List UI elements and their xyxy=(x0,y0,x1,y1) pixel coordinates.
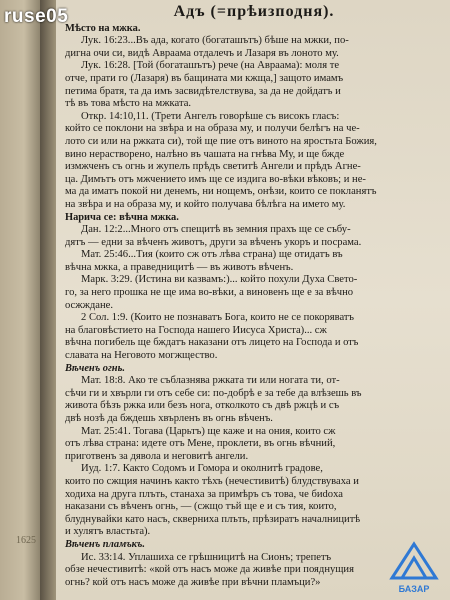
text-line: обзе нечестивитѣ: «кой отъ насъ може да живѣе при пояднущия xyxy=(65,564,354,576)
left-page-edge xyxy=(0,0,40,600)
text-line: вѣчна погибель ще бждатъ наказани отъ лицето на Господа и отъ xyxy=(65,337,359,349)
watermark-text: БАЗАР xyxy=(398,584,430,594)
text-line: Иуд. 1:7. Както Содомъ и Гомора и околнитѣ градове, xyxy=(81,463,323,475)
text-line: живота бѣзъ ржка или безъ нога, отколкото съ двѣ ржцѣ и съ xyxy=(65,400,340,412)
text-body xyxy=(65,23,443,590)
text-line: вѣчна мжка, а праведницитѣ — въ животъ вѣченъ. xyxy=(65,261,294,273)
text-line: Лук. 16:28. [Той (богаташътъ) рече (на Авраама): моля те xyxy=(81,60,340,72)
text-line: Марк. 3:29. (Истина ви казвамъ:)... който похули Духа Свето- xyxy=(81,274,358,286)
text-line: дигна очи си, видѣ Авраама отдалечъ и Лазаря въ лоното му. xyxy=(65,47,339,59)
text-line: го, за него прошка не ще има во-вѣки, а виновенъ ще е за вѣчно xyxy=(65,287,354,299)
text-line: Лук. 16:23...Въ ада, когато (богаташътъ) бѣше на мжки, по- xyxy=(81,35,349,47)
watermark-logo xyxy=(384,538,444,594)
text-line: тѣ въ това мѣсто на мжката. xyxy=(65,98,192,110)
section-heading: Вѣченъ огнь. xyxy=(65,362,125,374)
section-heading: Вѣченъ пламъкъ. xyxy=(65,538,146,550)
bazaar-logo-icon xyxy=(384,538,444,582)
text-line: славата на Неговото могжщество. xyxy=(65,350,218,362)
text-line: Дан. 12:2...Много отъ спещитѣ въ земния прахъ ще се събу- xyxy=(81,224,351,236)
section-heading: Нарича се: вѣчна мжка. xyxy=(65,211,179,223)
section-heading: Мѣсто на мжка. xyxy=(65,22,141,34)
page-title: Адъ (=прѣизподня). xyxy=(173,3,335,20)
text-line: на благовѣстието на Господа нашего Иисуса Христа)... сж xyxy=(65,324,327,336)
text-line: Мат. 18:8. Ако те съблазнява ржката ти или ногата ти, от- xyxy=(81,375,340,387)
text-line: отче, прати го (Лазаря) въ бащината ми кжща,] защото имамъ xyxy=(65,72,344,84)
page-content xyxy=(65,2,443,589)
text-line: измжченъ съ огнь и жупелъ прѣдъ светитѣ Ангели и прѣдъ Агне- xyxy=(65,161,361,173)
text-line: сѣчи ги и хвърли ги отъ себе си: по-добрѣ е за тебе да влѣзешь въ xyxy=(65,387,362,399)
text-line: дятъ — едни за вѣченъ животъ, други за вѣченъ укоръ и посрама. xyxy=(65,236,362,248)
text-line: ходиха на друга плъть, станаха за примѣръ съ това, че биdoха xyxy=(65,488,343,500)
text-line: който се поклони на звѣра и на образа му, и получи белѣгъ на че- xyxy=(65,123,360,135)
text-line: огнь? кой отъ насъ може да живѣе при вѣчни пламъци?» xyxy=(65,576,321,588)
text-line: Мат. 25:41. Тогава (Царьтъ) ще каже и на ония, които сж xyxy=(81,425,336,437)
left-page-number: 1625 xyxy=(16,535,36,546)
text-line: Мат. 25:46...Тия (които сж отъ лѣва страна) ще отидатъ въ xyxy=(81,249,343,261)
text-line: отъ лѣва страна: идете отъ Мене, проклети, въ огнь вѣчний, xyxy=(65,438,336,450)
brand-watermark: ruse05 xyxy=(4,6,69,27)
text-line: двѣ нозѣ да бждешь хвърленъ въ огнь вѣченъ. xyxy=(65,413,273,424)
text-line: Откр. 14:10,11. (Трети Ангелъ говорѣше съ високъ гласъ: xyxy=(81,110,340,122)
text-line: цa. Димътъ отъ мжчението имъ ще се издига во-вѣки вѣковъ; и не- xyxy=(65,173,366,185)
text-line: на звѣра и на образа му, и който получава бѣлѣга на името му. xyxy=(65,198,346,210)
text-line: блуднувайки като насъ, скверниха плъть, прѣзиратъ началницитѣ xyxy=(65,513,361,525)
text-line: които по сжщия начинъ както тѣхъ (нечестивитѣ) блудствуваха и xyxy=(65,475,359,487)
text-line: вино нерастворено, налѣно въ чашата на гнѣва Му, и ще бжде xyxy=(65,148,345,160)
text-line: ма да иматъ покой ни денемъ, ни нощемъ, онѣзи, които се покланятъ xyxy=(65,186,377,198)
text-line: приготвенъ за дявола и неговитѣ ангели. xyxy=(65,450,249,462)
text-line: наказани съ вѣченъ огнь, — (сжщо тъй ще е и съ тия, които, xyxy=(65,501,337,513)
text-line: 2 Сол. 1:9. (Които не познаватъ Бога, които не се покоряватъ xyxy=(81,312,355,324)
text-line: лото си или на ржката си), той ще пие отъ виното на яростьта Божия, xyxy=(65,135,377,147)
text-line: петима братя, та да имъ засвидѣтелствува, за да не дойдатъ и xyxy=(65,85,341,97)
text-line: осжждане. xyxy=(65,299,114,311)
book-page xyxy=(56,0,450,600)
text-line: Ис. 33:14. Уплашиха се грѣшницитѣ на Сионъ; трепетъ xyxy=(81,551,332,563)
text-line: и хулятъ властьта). xyxy=(65,526,151,538)
